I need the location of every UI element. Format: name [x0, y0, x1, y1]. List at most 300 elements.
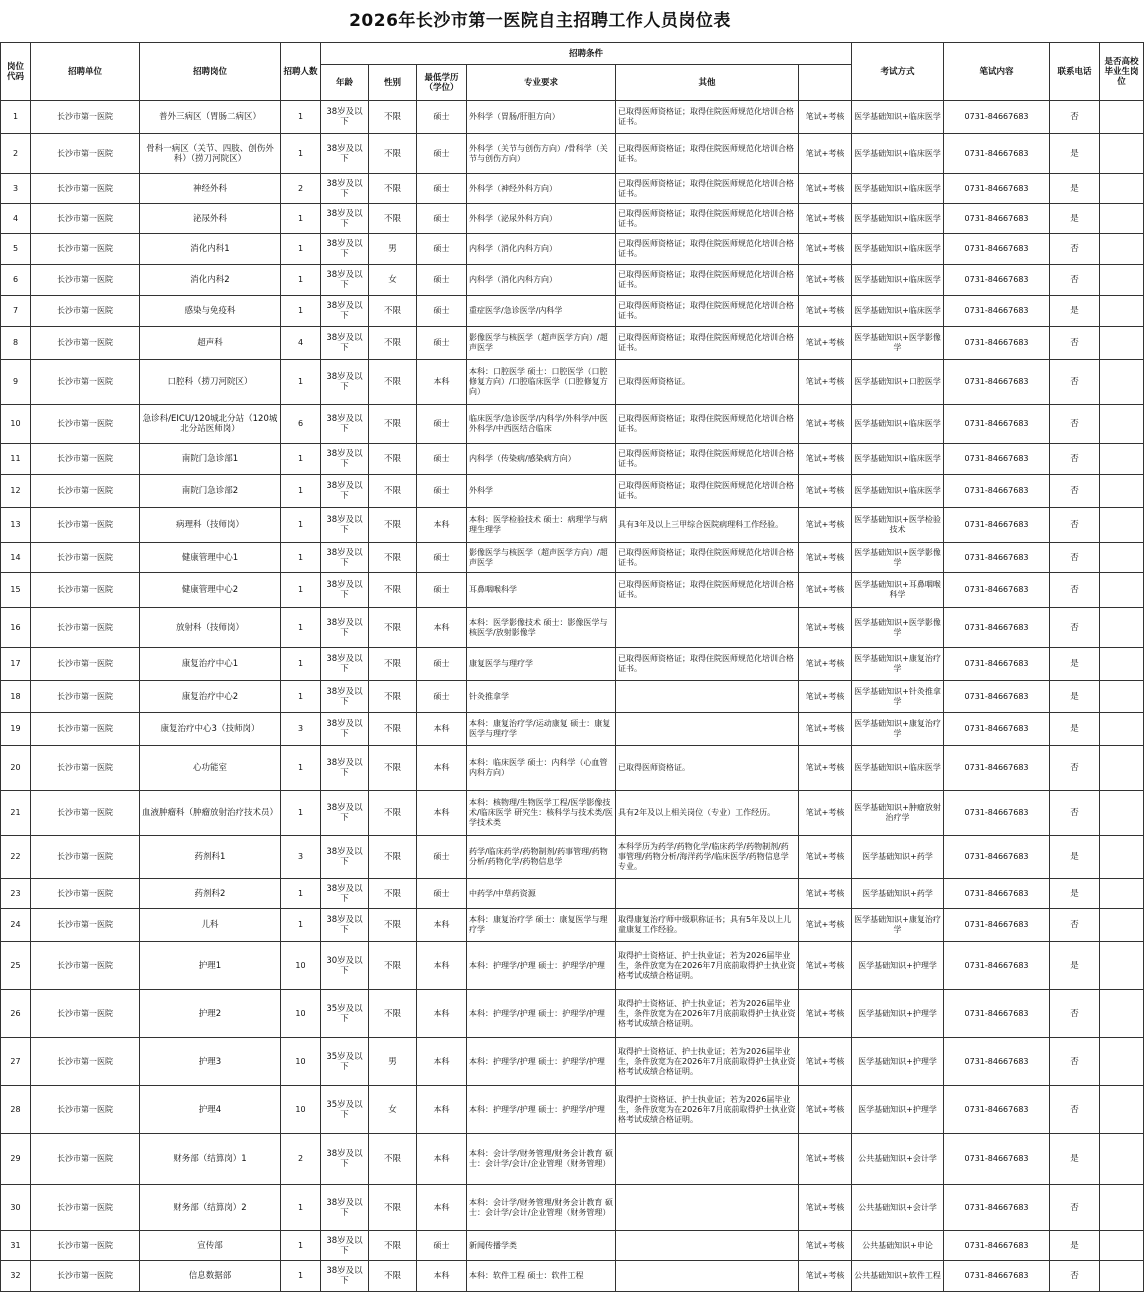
row-other: 取得护士资格证、护士执业证；若为2026届毕业生，条件放宽为在2026年7月底前取得护士执业资格考试成绩合格证明。	[616, 1086, 799, 1134]
row-other	[616, 1261, 799, 1292]
row-code: 29	[1, 1134, 31, 1185]
row-phone: 0731-84667683	[944, 1231, 1050, 1261]
row-remark	[1100, 475, 1144, 508]
row-edu: 硕士	[417, 573, 467, 608]
row-major: 本科：会计学/财务管理/财务会计教育 硕士：会计学/会计/企业管理（财务管理）	[467, 1134, 616, 1185]
row-phone: 0731-84667683	[944, 405, 1050, 444]
row-exam-mode: 笔试+考核	[799, 265, 852, 296]
row-edu: 本科	[417, 508, 467, 543]
row-code: 27	[1, 1038, 31, 1086]
row-other: 取得康复治疗师中级职称证书；具有5年及以上儿童康复工作经验。	[616, 909, 799, 942]
row-graduate: 否	[1050, 1086, 1100, 1134]
row-code: 1	[1, 101, 31, 134]
page-title: 2026年长沙市第一医院自主招聘工作人员岗位表	[349, 11, 731, 31]
row-exam-mode: 笔试+考核	[799, 1134, 852, 1185]
table-row	[1, 1038, 1144, 1086]
row-exam-mode: 笔试+考核	[799, 1261, 852, 1292]
row-count: 4	[281, 327, 321, 360]
row-age: 38岁及以下	[321, 713, 369, 746]
row-gender: 不限	[369, 1231, 417, 1261]
row-other: 具有3年及以上三甲综合医院病理科工作经验。	[616, 508, 799, 543]
row-gender: 不限	[369, 648, 417, 681]
row-post: 消化内科2	[140, 265, 281, 296]
row-post: 放射科（技师岗）	[140, 608, 281, 648]
row-edu: 硕士	[417, 234, 467, 265]
row-code: 4	[1, 204, 31, 234]
row-major: 影像医学与核医学（超声医学方向）/超声医学	[467, 327, 616, 360]
row-other	[616, 1134, 799, 1185]
row-exam-mode: 笔试+考核	[799, 990, 852, 1038]
row-edu: 本科	[417, 990, 467, 1038]
row-code: 22	[1, 836, 31, 879]
row-major: 本科：康复治疗学/运动康复 硕士：康复医学与理疗学	[467, 713, 616, 746]
row-other: 已取得医师资格证；取得住院医师规范化培训合格证书。	[616, 444, 799, 475]
row-phone: 0731-84667683	[944, 879, 1050, 909]
row-edu: 硕士	[417, 681, 467, 713]
row-other	[616, 1231, 799, 1261]
row-exam-content: 医学基础知识+康复治疗学	[852, 909, 944, 942]
row-count: 1	[281, 444, 321, 475]
row-age: 30岁及以下	[321, 942, 369, 990]
row-age: 38岁及以下	[321, 543, 369, 573]
row-exam-content: 医学基础知识+临床医学	[852, 405, 944, 444]
row-graduate: 否	[1050, 909, 1100, 942]
table-row	[1, 746, 1144, 791]
row-edu: 硕士	[417, 405, 467, 444]
row-exam-mode: 笔试+考核	[799, 836, 852, 879]
row-gender: 不限	[369, 1185, 417, 1231]
header-conditions: 招聘条件	[321, 43, 852, 65]
row-exam-mode: 笔试+考核	[799, 508, 852, 543]
row-exam-content: 医学基础知识+临床医学	[852, 444, 944, 475]
row-remark	[1100, 204, 1144, 234]
row-post: 骨科一病区（关节、四肢、创伤外科）（捞刀河院区）	[140, 134, 281, 174]
row-other: 已取得医师资格证。	[616, 360, 799, 405]
row-remark	[1100, 296, 1144, 327]
row-phone: 0731-84667683	[944, 746, 1050, 791]
row-age: 38岁及以下	[321, 608, 369, 648]
row-gender: 不限	[369, 543, 417, 573]
row-unit: 长沙市第一医院	[31, 1261, 140, 1292]
row-gender: 不限	[369, 713, 417, 746]
row-gender: 不限	[369, 327, 417, 360]
row-count: 1	[281, 791, 321, 836]
row-code: 7	[1, 296, 31, 327]
row-unit: 长沙市第一医院	[31, 405, 140, 444]
header-exam-mode: 考试方式	[852, 43, 944, 101]
row-code: 12	[1, 475, 31, 508]
row-remark	[1100, 879, 1144, 909]
row-phone: 0731-84667683	[944, 1185, 1050, 1231]
row-other	[616, 1185, 799, 1231]
row-age: 38岁及以下	[321, 265, 369, 296]
row-count: 3	[281, 713, 321, 746]
row-exam-content: 医学基础知识+康复治疗学	[852, 713, 944, 746]
row-exam-mode: 笔试+考核	[799, 608, 852, 648]
row-exam-mode: 笔试+考核	[799, 1231, 852, 1261]
row-gender: 不限	[369, 909, 417, 942]
row-exam-content: 医学基础知识+医学检验技术	[852, 508, 944, 543]
row-remark	[1100, 134, 1144, 174]
row-post: 南院门急诊部2	[140, 475, 281, 508]
row-remark	[1100, 405, 1144, 444]
row-gender: 不限	[369, 174, 417, 204]
row-post: 康复治疗中心2	[140, 681, 281, 713]
row-phone: 0731-84667683	[944, 204, 1050, 234]
row-phone: 0731-84667683	[944, 508, 1050, 543]
row-major: 本科：护理学/护理 硕士：护理学/护理	[467, 990, 616, 1038]
row-count: 1	[281, 265, 321, 296]
row-exam-mode: 笔试+考核	[799, 543, 852, 573]
row-exam-content: 医学基础知识+医学影像学	[852, 608, 944, 648]
row-exam-content: 医学基础知识+临床医学	[852, 296, 944, 327]
row-age: 38岁及以下	[321, 508, 369, 543]
row-graduate: 是	[1050, 174, 1100, 204]
header-unit: 招聘单位	[31, 43, 140, 101]
row-edu: 硕士	[417, 444, 467, 475]
row-graduate: 否	[1050, 573, 1100, 608]
row-graduate: 是	[1050, 681, 1100, 713]
row-count: 1	[281, 746, 321, 791]
row-gender: 不限	[369, 444, 417, 475]
row-graduate: 是	[1050, 134, 1100, 174]
row-code: 28	[1, 1086, 31, 1134]
row-phone: 0731-84667683	[944, 444, 1050, 475]
table-row	[1, 990, 1144, 1038]
row-count: 1	[281, 1261, 321, 1292]
row-remark	[1100, 573, 1144, 608]
row-exam-content: 医学基础知识+临床医学	[852, 101, 944, 134]
row-unit: 长沙市第一医院	[31, 327, 140, 360]
row-remark	[1100, 327, 1144, 360]
row-gender: 不限	[369, 573, 417, 608]
row-exam-content: 医学基础知识+药学	[852, 879, 944, 909]
row-remark	[1100, 942, 1144, 990]
row-gender: 不限	[369, 475, 417, 508]
row-other: 已取得医师资格证；取得住院医师规范化培训合格证书。	[616, 134, 799, 174]
row-exam-content: 医学基础知识+护理学	[852, 990, 944, 1038]
row-gender: 不限	[369, 360, 417, 405]
row-code: 17	[1, 648, 31, 681]
row-unit: 长沙市第一医院	[31, 1185, 140, 1231]
row-unit: 长沙市第一医院	[31, 713, 140, 746]
row-code: 6	[1, 265, 31, 296]
row-code: 16	[1, 608, 31, 648]
row-post: 宣传部	[140, 1231, 281, 1261]
row-post: 健康管理中心1	[140, 543, 281, 573]
row-count: 2	[281, 1134, 321, 1185]
header-age: 年龄	[321, 65, 369, 101]
row-other: 已取得医师资格证；取得住院医师规范化培训合格证书。	[616, 475, 799, 508]
row-other: 已取得医师资格证；取得住院医师规范化培训合格证书。	[616, 101, 799, 134]
row-gender: 不限	[369, 746, 417, 791]
row-code: 26	[1, 990, 31, 1038]
row-unit: 长沙市第一医院	[31, 234, 140, 265]
row-unit: 长沙市第一医院	[31, 204, 140, 234]
table-row	[1, 360, 1144, 405]
header-graduate: 是否高校毕业生岗位	[1100, 43, 1144, 101]
row-edu: 硕士	[417, 101, 467, 134]
row-graduate: 否	[1050, 265, 1100, 296]
row-remark	[1100, 681, 1144, 713]
row-age: 38岁及以下	[321, 204, 369, 234]
row-post: 康复治疗中心3（技师岗）	[140, 713, 281, 746]
table-row	[1, 1134, 1144, 1185]
row-graduate: 否	[1050, 608, 1100, 648]
header-exam-content: 笔试内容	[944, 43, 1050, 101]
row-graduate: 是	[1050, 836, 1100, 879]
row-unit: 长沙市第一医院	[31, 1038, 140, 1086]
row-unit: 长沙市第一医院	[31, 681, 140, 713]
row-age: 38岁及以下	[321, 134, 369, 174]
row-major: 康复医学与理疗学	[467, 648, 616, 681]
row-gender: 不限	[369, 791, 417, 836]
header-phone: 联系电话	[1050, 43, 1100, 101]
row-other: 已取得医师资格证；取得住院医师规范化培训合格证书。	[616, 234, 799, 265]
row-remark	[1100, 1231, 1144, 1261]
row-other: 已取得医师资格证；取得住院医师规范化培训合格证书。	[616, 648, 799, 681]
row-phone: 0731-84667683	[944, 990, 1050, 1038]
row-code: 18	[1, 681, 31, 713]
row-phone: 0731-84667683	[944, 234, 1050, 265]
row-edu: 本科	[417, 360, 467, 405]
row-remark	[1100, 1038, 1144, 1086]
row-major: 外科学	[467, 475, 616, 508]
row-age: 35岁及以下	[321, 1038, 369, 1086]
row-unit: 长沙市第一医院	[31, 608, 140, 648]
row-exam-mode: 笔试+考核	[799, 791, 852, 836]
row-other: 已取得医师资格证；取得住院医师规范化培训合格证书。	[616, 204, 799, 234]
row-exam-content: 医学基础知识+护理学	[852, 1086, 944, 1134]
row-count: 1	[281, 648, 321, 681]
row-count: 1	[281, 681, 321, 713]
row-post: 财务部（结算岗）2	[140, 1185, 281, 1231]
row-graduate: 是	[1050, 296, 1100, 327]
recruitment-table	[0, 42, 1144, 1292]
row-exam-mode: 笔试+考核	[799, 360, 852, 405]
row-unit: 长沙市第一医院	[31, 909, 140, 942]
row-major: 本科：核物理/生物医学工程/医学影像技术/临床医学 研究生：核科学与技术类/医学技术类	[467, 791, 616, 836]
table-row	[1, 648, 1144, 681]
row-exam-content: 医学基础知识+临床医学	[852, 265, 944, 296]
row-major: 本科：护理学/护理 硕士：护理学/护理	[467, 942, 616, 990]
row-major: 本科：医学影像技术 硕士：影像医学与核医学/放射影像学	[467, 608, 616, 648]
row-remark	[1100, 1086, 1144, 1134]
row-gender: 不限	[369, 405, 417, 444]
row-major: 内科学（传染病/感染病方向）	[467, 444, 616, 475]
row-count: 2	[281, 174, 321, 204]
row-gender: 不限	[369, 508, 417, 543]
row-post: 南院门急诊部1	[140, 444, 281, 475]
row-remark	[1100, 543, 1144, 573]
row-exam-mode: 笔试+考核	[799, 1086, 852, 1134]
row-other	[616, 713, 799, 746]
table-row	[1, 681, 1144, 713]
row-gender: 不限	[369, 879, 417, 909]
row-graduate: 否	[1050, 360, 1100, 405]
row-gender: 女	[369, 1086, 417, 1134]
row-major: 重症医学/急诊医学/内科学	[467, 296, 616, 327]
row-post: 心功能室	[140, 746, 281, 791]
row-code: 31	[1, 1231, 31, 1261]
row-code: 14	[1, 543, 31, 573]
row-graduate: 是	[1050, 204, 1100, 234]
row-post: 信息数据部	[140, 1261, 281, 1292]
row-age: 38岁及以下	[321, 1134, 369, 1185]
row-exam-content: 医学基础知识+临床医学	[852, 134, 944, 174]
row-count: 10	[281, 990, 321, 1038]
header-major: 专业要求	[467, 65, 616, 101]
row-age: 38岁及以下	[321, 174, 369, 204]
row-exam-mode: 笔试+考核	[799, 174, 852, 204]
row-edu: 本科	[417, 1261, 467, 1292]
row-remark	[1100, 1261, 1144, 1292]
row-post: 泌尿外科	[140, 204, 281, 234]
row-graduate: 否	[1050, 405, 1100, 444]
row-graduate: 否	[1050, 990, 1100, 1038]
row-exam-content: 公共基础知识+会计学	[852, 1185, 944, 1231]
header-edu: 最低学历（学位）	[417, 65, 467, 101]
row-remark	[1100, 234, 1144, 265]
row-exam-mode: 笔试+考核	[799, 1038, 852, 1086]
row-unit: 长沙市第一医院	[31, 573, 140, 608]
row-count: 6	[281, 405, 321, 444]
row-count: 1	[281, 475, 321, 508]
row-code: 10	[1, 405, 31, 444]
row-exam-mode: 笔试+考核	[799, 134, 852, 174]
header-code: 岗位代码	[1, 43, 31, 101]
row-edu: 本科	[417, 791, 467, 836]
row-gender: 女	[369, 265, 417, 296]
row-post: 护理2	[140, 990, 281, 1038]
table-row	[1, 909, 1144, 942]
row-age: 38岁及以下	[321, 573, 369, 608]
table-row	[1, 327, 1144, 360]
table-row	[1, 942, 1144, 990]
row-unit: 长沙市第一医院	[31, 265, 140, 296]
row-other: 已取得医师资格证；取得住院医师规范化培训合格证书。	[616, 327, 799, 360]
row-count: 1	[281, 573, 321, 608]
row-major: 外科学（关节与创伤方向）/骨科学（关节与创伤方向）	[467, 134, 616, 174]
table-row	[1, 573, 1144, 608]
row-count: 1	[281, 543, 321, 573]
row-gender: 不限	[369, 1134, 417, 1185]
row-code: 23	[1, 879, 31, 909]
row-code: 15	[1, 573, 31, 608]
row-gender: 不限	[369, 1261, 417, 1292]
row-phone: 0731-84667683	[944, 174, 1050, 204]
table-row	[1, 713, 1144, 746]
table-body	[1, 101, 1144, 1292]
row-major: 针灸推拿学	[467, 681, 616, 713]
row-post: 护理1	[140, 942, 281, 990]
row-graduate: 否	[1050, 101, 1100, 134]
row-count: 1	[281, 204, 321, 234]
row-count: 1	[281, 1231, 321, 1261]
table-row	[1, 296, 1144, 327]
row-exam-content: 医学基础知识+耳鼻咽喉科学	[852, 573, 944, 608]
row-gender: 不限	[369, 836, 417, 879]
row-major: 本科：会计学/财务管理/财务会计教育 硕士：会计学/会计/企业管理（财务管理）	[467, 1185, 616, 1231]
row-phone: 0731-84667683	[944, 475, 1050, 508]
row-exam-mode: 笔试+考核	[799, 909, 852, 942]
row-major: 影像医学与核医学（超声医学方向）/超声医学	[467, 543, 616, 573]
row-gender: 不限	[369, 681, 417, 713]
row-phone: 0731-84667683	[944, 573, 1050, 608]
row-exam-content: 医学基础知识+针灸推拿学	[852, 681, 944, 713]
row-unit: 长沙市第一医院	[31, 475, 140, 508]
row-age: 38岁及以下	[321, 1261, 369, 1292]
table-row	[1, 543, 1144, 573]
row-exam-mode: 笔试+考核	[799, 204, 852, 234]
row-other: 已取得医师资格证；取得住院医师规范化培训合格证书。	[616, 296, 799, 327]
table-row	[1, 234, 1144, 265]
table-row	[1, 405, 1144, 444]
row-post: 神经外科	[140, 174, 281, 204]
row-age: 38岁及以下	[321, 1231, 369, 1261]
row-other: 本科学历为药学/药物化学/临床药学/药物制剂/药事管理/药物分析/海洋药学/临床医学/药物信息学专业。	[616, 836, 799, 879]
row-other: 已取得医师资格证；取得住院医师规范化培训合格证书。	[616, 543, 799, 573]
table-row	[1, 174, 1144, 204]
row-edu: 硕士	[417, 174, 467, 204]
row-unit: 长沙市第一医院	[31, 360, 140, 405]
row-exam-mode: 笔试+考核	[799, 648, 852, 681]
row-phone: 0731-84667683	[944, 134, 1050, 174]
row-exam-mode: 笔试+考核	[799, 296, 852, 327]
row-remark	[1100, 909, 1144, 942]
row-count: 1	[281, 360, 321, 405]
row-code: 11	[1, 444, 31, 475]
row-exam-mode: 笔试+考核	[799, 681, 852, 713]
row-phone: 0731-84667683	[944, 648, 1050, 681]
row-remark	[1100, 1185, 1144, 1231]
row-major: 药学/临床药学/药物制剂/药事管理/药物分析/药物化学/药物信息学	[467, 836, 616, 879]
row-count: 1	[281, 296, 321, 327]
row-gender: 男	[369, 234, 417, 265]
row-major: 外科学（泌尿外科方向）	[467, 204, 616, 234]
row-age: 38岁及以下	[321, 360, 369, 405]
row-code: 21	[1, 791, 31, 836]
table-row	[1, 1086, 1144, 1134]
row-count: 3	[281, 836, 321, 879]
row-graduate: 否	[1050, 444, 1100, 475]
row-exam-mode: 笔试+考核	[799, 746, 852, 791]
row-exam-content: 医学基础知识+护理学	[852, 942, 944, 990]
row-unit: 长沙市第一医院	[31, 134, 140, 174]
row-exam-content: 医学基础知识+口腔医学	[852, 360, 944, 405]
row-exam-content: 医学基础知识+肿瘤放射治疗学	[852, 791, 944, 836]
row-gender: 不限	[369, 134, 417, 174]
row-major: 外科学（胃肠/肝胆方向）	[467, 101, 616, 134]
row-count: 1	[281, 101, 321, 134]
row-major: 本科：康复治疗学 硕士：康复医学与理疗学	[467, 909, 616, 942]
table-row	[1, 791, 1144, 836]
row-unit: 长沙市第一医院	[31, 1134, 140, 1185]
row-exam-mode: 笔试+考核	[799, 475, 852, 508]
row-count: 10	[281, 1086, 321, 1134]
row-count: 1	[281, 1185, 321, 1231]
row-remark	[1100, 265, 1144, 296]
row-remark	[1100, 990, 1144, 1038]
row-edu: 硕士	[417, 134, 467, 174]
row-graduate: 否	[1050, 543, 1100, 573]
row-remark	[1100, 1134, 1144, 1185]
row-exam-mode: 笔试+考核	[799, 879, 852, 909]
row-post: 血液肿瘤科（肿瘤放射治疗技术员）	[140, 791, 281, 836]
row-major: 本科：护理学/护理 硕士：护理学/护理	[467, 1086, 616, 1134]
row-other: 已取得医师资格证；取得住院医师规范化培训合格证书。	[616, 405, 799, 444]
row-remark	[1100, 648, 1144, 681]
